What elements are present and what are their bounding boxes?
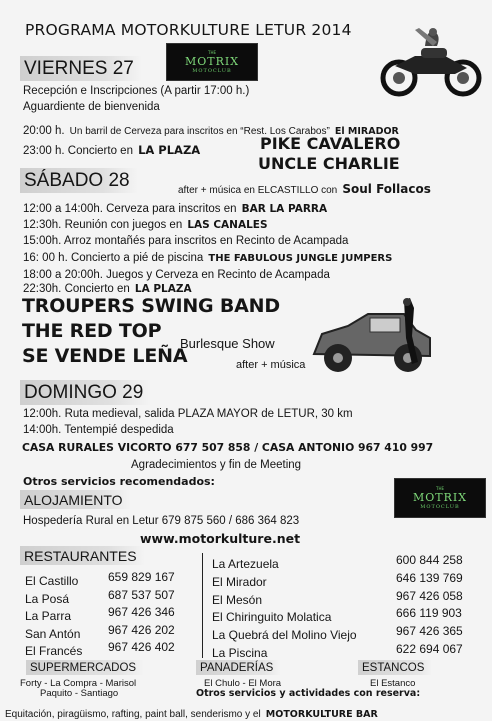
restaurant-row — [25, 605, 175, 624]
restaurant-phone: 600 844 258 — [396, 553, 463, 567]
sabado-item-text: 12:30h. Reunión con juegos en — [23, 219, 183, 231]
viernes-line-1: Recepción e Inscripciones (A partir 17:00 h.) — [23, 85, 250, 97]
restaurant-phone: 659 829 167 — [108, 570, 175, 584]
sabado-item-bold: LA PLAZA — [134, 283, 192, 295]
sabado-item-text: 16: 00 h. Concierto a pié de piscina — [23, 252, 204, 264]
restaurant-phone: 687 537 507 — [108, 587, 175, 602]
band-the-red-top: THE RED TOP — [22, 320, 162, 342]
supermercados-line-1: Forty - La Compra - Marisol — [20, 678, 137, 689]
viernes-line-4-text: 23:00 h. Concierto en — [23, 145, 133, 157]
band-pike-cavalero: PIKE CAVALERO — [260, 134, 401, 153]
supermercados-line-2: Paquito - Santiago — [40, 688, 119, 699]
day-header-viernes: VIERNES 27 — [20, 56, 142, 81]
otros-servicios-heading: Otros servicios recomendados: — [23, 475, 215, 488]
restaurant-name: El Mirador — [212, 574, 267, 589]
sabado-after-line — [178, 178, 431, 197]
domingo-thanks: Agradecimientos y fin de Meeting — [131, 459, 302, 471]
hotrod-car-pinup-illustration — [308, 296, 434, 378]
alojamiento-header: ALOJAMIENTO — [20, 490, 131, 509]
estancos-header: ESTANCOS — [358, 660, 432, 675]
viernes-line-2: Aguardiente de bienvenida — [23, 101, 160, 113]
restaurant-row — [212, 570, 463, 590]
restaurant-name: El Castillo — [25, 574, 79, 588]
domingo-line-2: 14:00h. Tentempié despedida — [23, 424, 174, 436]
page-title: PROGRAMA MOTORKULTURE LETUR 2014 — [25, 21, 352, 39]
actividades-line — [5, 702, 378, 721]
estancos-line-1: El Estanco — [370, 678, 416, 689]
motrix-logo-sub: MOTOCLUB — [192, 68, 232, 74]
motrix-logo-sub: MOTOCLUB — [420, 504, 460, 510]
restaurant-divider — [202, 553, 203, 658]
restaurant-name: San Antón — [25, 626, 81, 641]
restaurant-phone: 967 426 365 — [396, 624, 463, 639]
casas-rurales-line: CASA RURALES VICORTO 677 507 858 / CASA ANTONIO 967 410 997 — [22, 441, 434, 454]
restaurant-name: El Francés — [25, 644, 83, 659]
panaderias-header: PANADERÍAS — [196, 660, 281, 675]
restaurant-phone: 622 694 067 — [396, 642, 463, 656]
actividades-text: Equitación, piragüismo, rafting, paint ball, senderismo y el — [5, 709, 261, 720]
restaurant-row — [25, 587, 175, 607]
restaurant-row — [212, 553, 463, 572]
sabado-item-bold: BAR LA PARRA — [241, 203, 328, 215]
restaurant-name: La Quebrá del Molino Viejo — [212, 628, 357, 643]
restaurant-name: El Chiringuito Molatica — [212, 610, 332, 625]
sabado-item-bold: THE FABULOUS JUNGLE JUMPERS — [208, 253, 393, 264]
band-uncle-charlie: UNCLE CHARLIE — [258, 154, 400, 173]
restaurant-name: La Parra — [25, 609, 72, 624]
sabado-after-band: Soul Follacos — [342, 182, 431, 196]
sabado-after-text: after + música en ELCASTILLO con — [178, 185, 338, 196]
restaurant-phone: 967 426 402 — [108, 640, 175, 655]
panaderias-line-1: El Chulo - El Mora — [204, 678, 282, 689]
restaurant-phone: 646 139 769 — [396, 570, 463, 585]
sabado-item-text: 22:30h. Concierto en — [23, 283, 130, 295]
restaurant-row — [25, 570, 175, 589]
restaurantes-header: RESTAURANTES — [20, 546, 145, 565]
sabado-item-text: 15:00h. Arroz montañés para inscritos en Recinto de Acampada — [23, 235, 349, 247]
restaurant-name: La Posá — [25, 591, 70, 606]
day-header-sabado: SÁBADO 28 — [20, 168, 138, 193]
motrix-logo — [166, 43, 258, 81]
motrix-logo-main: MOTRIX — [412, 491, 468, 504]
restaurant-row — [25, 622, 175, 642]
website-link[interactable]: www.motorkulture.net — [140, 531, 301, 546]
motrix-logo-secondary — [394, 478, 486, 518]
motrix-logo-pre: THE — [436, 486, 444, 491]
restaurant-name: El Mesón — [212, 592, 263, 607]
sabado-item-text: 18:00 a 20:00h. Juegos y Cerveza en Recinto de Acampada — [23, 269, 330, 281]
restaurant-name: La Piscina — [212, 646, 268, 660]
actividades-bold: MOTORKULTURE BAR — [265, 709, 378, 720]
sabado-after-music: after + música — [236, 359, 306, 371]
reserva-heading: Otros servicios y actividades con reserva: — [196, 688, 421, 699]
sabado-item-text: 12:00 a 14:00h. Cerveza para inscritos en — [23, 203, 237, 215]
restaurant-row — [25, 640, 175, 659]
band-se-vende-lena: SE VENDE LEÑA — [22, 345, 188, 367]
sabado-item-bold: LAS CANALES — [187, 219, 268, 231]
viernes-line-3-time: 20:00 h. — [23, 125, 65, 137]
restaurant-phone: 967 426 346 — [108, 605, 175, 620]
restaurant-name: La Artezuela — [212, 557, 279, 571]
viernes-line-3-text: Un barril de Cerveza para inscritos en “Rest. Los Carabos” — [69, 126, 330, 137]
burlesque-show-label: Burlesque Show — [180, 336, 275, 351]
restaurant-row — [212, 642, 463, 661]
motrix-logo-main: MOTRIX — [184, 55, 240, 68]
motrix-logo-pre: THE — [208, 50, 216, 55]
viernes-line-4 — [23, 139, 200, 158]
supermercados-header: SUPERMERCADOS — [26, 660, 144, 675]
restaurant-phone: 967 426 058 — [396, 588, 463, 603]
day-header-domingo: DOMINGO 29 — [20, 380, 151, 405]
sabado-item — [23, 277, 192, 296]
viernes-line-4-place: LA PLAZA — [138, 143, 201, 157]
restaurant-phone: 666 119 903 — [396, 606, 462, 621]
restaurant-row — [212, 624, 463, 643]
restaurant-row — [212, 588, 463, 608]
band-troupers-swing-band: TROUPERS SWING BAND — [22, 295, 280, 317]
viernes-line-3-place: El MIRADOR — [334, 126, 399, 137]
restaurant-phone: 967 426 202 — [108, 622, 175, 637]
alojamiento-text: Hospedería Rural en Letur 679 875 560 / 686 364 823 — [23, 515, 300, 527]
restaurant-row — [212, 606, 462, 625]
motorcycle-pinup-illustration — [375, 26, 487, 98]
domingo-line-1: 12:00h. Ruta medieval, salida PLAZA MAYOR de LETUR, 30 km — [23, 408, 353, 420]
